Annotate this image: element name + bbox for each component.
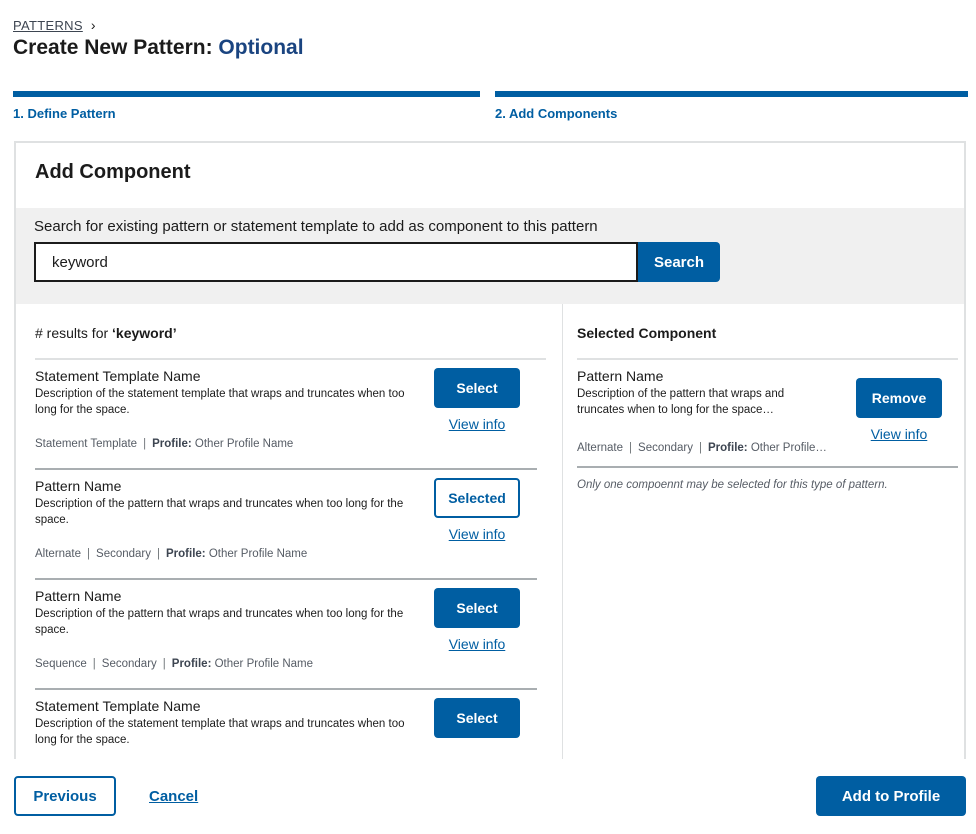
select-button[interactable]: Select <box>434 698 520 738</box>
step-add-components <box>495 91 968 121</box>
cancel-link[interactable]: Cancel <box>149 788 199 805</box>
results-count <box>35 325 177 341</box>
selected-item <box>577 360 958 468</box>
search-area <box>16 208 964 304</box>
view-info-link[interactable]: View info <box>448 636 506 652</box>
result-item-description: Description of the pattern that wraps and truncates when too long for the space. <box>35 608 404 636</box>
card-title: Add Component <box>35 161 191 183</box>
result-item-type: Sequence <box>35 658 87 670</box>
results-count-term: ‘keyword’ <box>112 325 177 341</box>
add-to-profile-button[interactable]: Add to Profile <box>816 776 966 816</box>
result-item-level: Secondary <box>96 548 152 560</box>
results-list[interactable] <box>16 304 564 759</box>
meta-separator: | <box>87 548 91 560</box>
remove-button[interactable]: Remove <box>856 378 942 418</box>
step-define-pattern <box>13 91 480 121</box>
selection-note: Only one compoennt may be selected for this type of pattern. <box>577 479 888 491</box>
profile-value: Other Profile Name <box>208 548 308 560</box>
selected-component-heading: Selected Component <box>577 325 717 341</box>
previous-button[interactable]: Previous <box>14 776 116 816</box>
search-label: Search for existing pattern or statement template to add as component to this pattern <box>34 218 598 235</box>
select-button[interactable]: Select <box>434 588 520 628</box>
profile-label: Profile: <box>166 548 206 560</box>
result-item <box>35 470 537 580</box>
result-item-name: Statement Template Name <box>35 698 201 714</box>
breadcrumb <box>13 17 95 33</box>
result-item-level: Secondary <box>101 658 157 670</box>
meta-separator: | <box>92 658 96 670</box>
result-item-description: Description of the statement template that wraps and truncates when too long for the space. <box>35 388 405 416</box>
meta-separator: | <box>629 442 633 454</box>
profile-value: Other Profile Name <box>194 438 294 450</box>
profile-label: Profile: <box>152 438 192 450</box>
result-item <box>35 580 537 690</box>
result-item-name: Statement Template Name <box>35 368 201 384</box>
result-item-name: Pattern Name <box>35 478 122 494</box>
search-button[interactable]: Search <box>638 242 720 282</box>
result-item-type: Alternate <box>35 548 82 560</box>
profile-value: Other Profile… <box>750 442 827 454</box>
profile-label: Profile: <box>171 658 212 670</box>
selected-item-level: Secondary <box>638 442 694 454</box>
step-indicator-bar <box>495 91 968 97</box>
view-info-link[interactable]: View info <box>448 416 506 432</box>
selected-button[interactable]: Selected <box>434 478 520 518</box>
results-count-prefix: # results for <box>35 325 113 341</box>
step-indicator-bar <box>13 91 480 97</box>
view-info-link[interactable]: View info <box>448 526 506 542</box>
result-item-meta <box>35 658 313 670</box>
step-label: 2. Add Components <box>495 106 618 121</box>
result-item-description: Description of the statement template that wraps and truncates when too long for the space. <box>35 718 405 746</box>
selected-item-name: Pattern Name <box>577 368 664 384</box>
selected-item-description: Description of the pattern that wraps and truncates when to long for the space… <box>577 388 785 416</box>
add-component-card <box>14 141 966 759</box>
select-button[interactable]: Select <box>434 368 520 408</box>
profile-value: Other Profile Name <box>214 658 314 670</box>
meta-separator: | <box>157 548 161 560</box>
meta-separator: | <box>143 438 147 450</box>
selected-component-panel <box>563 304 966 759</box>
profile-label: Profile: <box>708 442 748 454</box>
meta-separator: | <box>162 658 166 670</box>
chevron-right-icon: › <box>90 17 96 33</box>
page-title <box>13 36 304 60</box>
result-item-description: Description of the pattern that wraps and truncates when too long for the space. <box>35 498 404 526</box>
page-title-main: Create New Pattern: <box>13 36 219 59</box>
step-label: 1. Define Pattern <box>13 106 116 121</box>
result-item-meta <box>35 438 293 450</box>
result-item <box>35 360 537 470</box>
selected-item-meta <box>577 442 827 454</box>
view-info-link[interactable]: View info <box>870 426 928 442</box>
result-item-type: Statement Template <box>35 438 138 450</box>
breadcrumb-link-patterns[interactable]: PATTERNS <box>13 17 83 33</box>
meta-separator: | <box>699 442 703 454</box>
selected-item-type: Alternate <box>577 442 624 454</box>
result-item-name: Pattern Name <box>35 588 122 604</box>
result-item <box>35 690 537 759</box>
result-item-meta <box>35 548 307 560</box>
search-input[interactable] <box>34 242 638 282</box>
page-title-accent: Optional <box>218 36 304 59</box>
